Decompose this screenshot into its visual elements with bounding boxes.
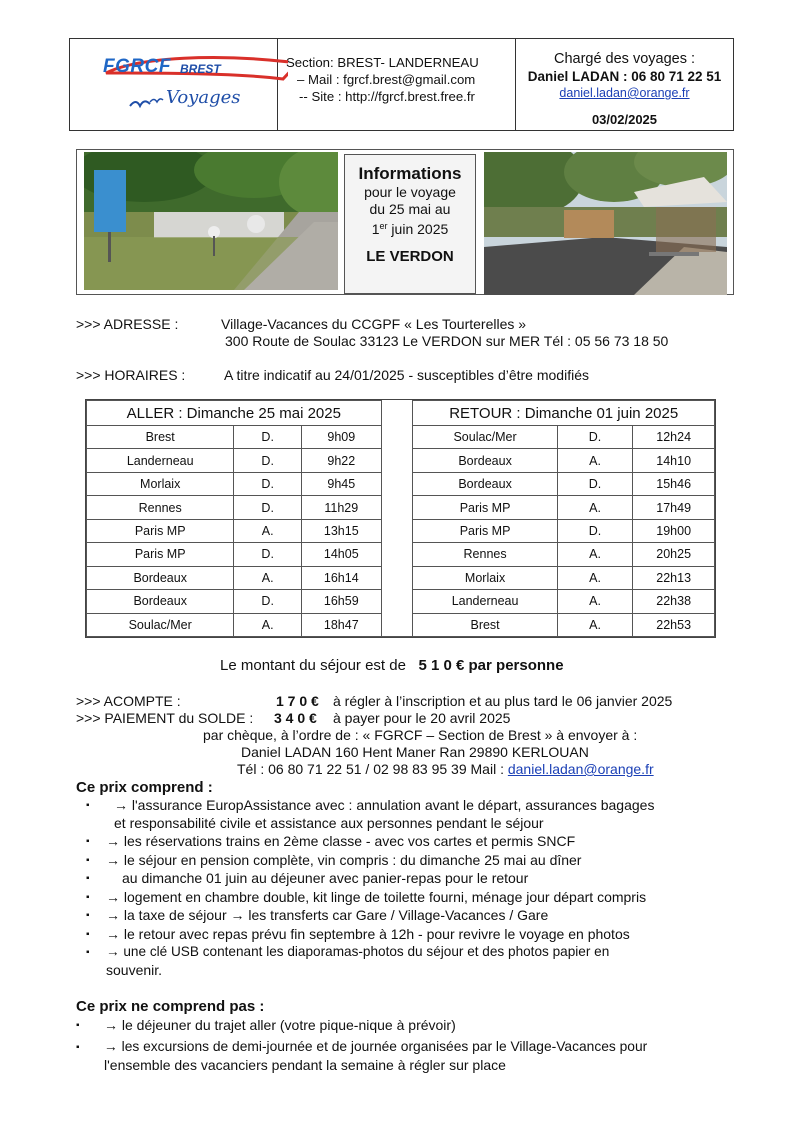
aller-time-cell: 9h45 <box>301 472 381 495</box>
price-text: Le montant du séjour est de <box>220 657 406 674</box>
aller-station-cell: Bordeaux <box>87 566 234 589</box>
balance-label: >>> PAIEMENT du SOLDE : <box>76 710 254 726</box>
retour-time-cell: 14h10 <box>633 449 715 472</box>
bullet: ▪ <box>86 836 90 847</box>
retour-arr-dep-cell: D. <box>557 519 633 542</box>
retour-arr-dep-cell: D. <box>557 426 633 449</box>
includes-title: Ce prix comprend : <box>76 779 213 796</box>
aller-arr-dep-cell: A. <box>234 566 302 589</box>
mail-address: Daniel LADAN 160 Hent Maner Ran 29890 KERLOUAN <box>241 744 589 760</box>
retour-time-cell: 20h25 <box>633 543 715 566</box>
retour-station-cell: Paris MP <box>413 496 557 519</box>
logo-voyages: Voyages <box>166 87 241 108</box>
table-spacer <box>381 590 413 613</box>
retour-station-cell: Soulac/Mer <box>413 426 557 449</box>
excludes-item: → les excursions de demi-journée et de journée organisées par le Village-Vacances pour <box>104 1039 648 1054</box>
retour-arr-dep-cell: A. <box>557 566 633 589</box>
bullet: ▪ <box>86 910 90 921</box>
timetable-row <box>87 496 715 519</box>
includes-item-cont: et responsabilité civile et assistance aux personnes pendant le séjour <box>114 815 544 831</box>
bullet: ▪ <box>76 1042 80 1053</box>
aller-station-cell: Bordeaux <box>87 590 234 613</box>
aller-time-cell: 9h09 <box>301 426 381 449</box>
table-spacer <box>381 401 413 426</box>
address-label: >>> ADRESSE : <box>76 316 179 332</box>
balance-amount: 3 4 0 € <box>274 710 317 726</box>
aller-arr-dep-cell: D. <box>234 426 302 449</box>
table-spacer <box>381 496 413 519</box>
section-name: Section: BREST- LANDERNEAU <box>286 55 479 70</box>
section-info <box>278 39 516 130</box>
aller-arr-dep-cell: D. <box>234 496 302 519</box>
contact-email-link[interactable]: daniel.ladan@orange.fr <box>559 86 690 100</box>
birds-icon <box>128 94 164 112</box>
payment-email-link[interactable]: daniel.ladan@orange.fr <box>507 761 654 777</box>
timetable-row <box>87 449 715 472</box>
retour-arr-dep-cell: A. <box>557 449 633 472</box>
timetable-row <box>87 613 715 637</box>
aller-time-cell: 9h22 <box>301 449 381 472</box>
section-site: -- Site : http://fgrcf.brest.free.fr <box>299 89 475 104</box>
aller-time-cell: 14h05 <box>301 543 381 566</box>
address-line-1: Village-Vacances du CCGPF « Les Tourterelles » <box>221 316 527 332</box>
aller-station-cell: Brest <box>87 426 234 449</box>
timetable-row <box>87 472 715 495</box>
table-spacer <box>381 519 413 542</box>
includes-item: → l'assurance EuropAssistance avec : annulation avant le départ, assurances bagages <box>114 797 655 813</box>
retour-time-cell: 22h38 <box>633 590 715 613</box>
aller-arr-dep-cell: D. <box>234 472 302 495</box>
deposit-amount: 1 7 0 € <box>276 693 319 709</box>
excludes-title: Ce prix ne comprend pas : <box>76 998 265 1015</box>
logo-text: FGRCF <box>103 56 171 77</box>
aller-arr-dep-cell: D. <box>234 449 302 472</box>
aller-time-cell: 16h59 <box>301 590 381 613</box>
includes-item: → la taxe de séjour → les transferts car Gare / Village-Vacances / Gare <box>106 907 549 923</box>
aller-time-cell: 11h29 <box>301 496 381 519</box>
retour-time-cell: 12h24 <box>633 426 715 449</box>
aller-arr-dep-cell: A. <box>234 519 302 542</box>
aller-header: ALLER : Dimanche 25 mai 2025 <box>87 401 382 426</box>
photo-strip <box>76 149 734 295</box>
aller-arr-dep-cell: D. <box>234 543 302 566</box>
retour-arr-dep-cell: A. <box>557 543 633 566</box>
aller-arr-dep-cell: D. <box>234 590 302 613</box>
table-spacer <box>381 449 413 472</box>
aller-time-cell: 18h47 <box>301 613 381 637</box>
excludes-item-cont: l'ensemble des vacanciers pendant la semaine à régler sur place <box>104 1057 506 1073</box>
timetable-row <box>87 590 715 613</box>
aller-station-cell: Landerneau <box>87 449 234 472</box>
aller-station-cell: Paris MP <box>87 543 234 566</box>
retour-arr-dep-cell: A. <box>557 590 633 613</box>
contact-info <box>516 39 733 130</box>
retour-station-cell: Bordeaux <box>413 449 557 472</box>
retour-station-cell: Landerneau <box>413 590 557 613</box>
retour-station-cell: Brest <box>413 613 557 637</box>
includes-item-cont: au dimanche 01 juin au déjeuner avec panier-repas pour le retour <box>122 870 529 886</box>
includes-item: → une clé USB contenant les diaporamas-photos du séjour et des photos papier en <box>106 944 610 959</box>
timetable-row <box>87 566 715 589</box>
document-date: 03/02/2025 <box>591 112 658 127</box>
timetable-row <box>87 519 715 542</box>
trip-info-box <box>344 154 476 294</box>
cheque-text: par chèque, à l’ordre de : « FGRCF – Section de Brest » à envoyer à : <box>203 727 638 743</box>
balance-text: à payer pour le 20 avril 2025 <box>333 710 511 726</box>
timetable-row <box>87 426 715 449</box>
retour-time-cell: 22h13 <box>633 566 715 589</box>
table-spacer <box>381 566 413 589</box>
table-spacer <box>381 426 413 449</box>
retour-time-cell: 17h49 <box>633 496 715 519</box>
bullet: ▪ <box>76 1020 80 1031</box>
retour-station-cell: Bordeaux <box>413 472 557 495</box>
includes-item: → les réservations trains en 2ème classe - avec vos cartes et permis SNCF <box>106 833 576 849</box>
hours-text: A titre indicatif au 24/01/2025 - susceptibles d’être modifiés <box>224 367 589 383</box>
includes-item: → logement en chambre double, kit linge de toilette fourni, ménage jour départ compris <box>106 889 647 905</box>
contact-title: Chargé des voyages : <box>553 51 696 67</box>
excludes-item: → le déjeuner du trajet aller (votre pique-nique à prévoir) <box>104 1017 456 1033</box>
table-spacer <box>381 543 413 566</box>
bullet: ▪ <box>86 929 90 940</box>
info-destination: LE VERDON <box>366 248 454 265</box>
bullet: ▪ <box>86 947 90 958</box>
village-entrance-photo <box>84 152 338 290</box>
aller-time-cell: 16h14 <box>301 566 381 589</box>
table-spacer <box>381 613 413 637</box>
bullet: ▪ <box>86 892 90 903</box>
deposit-text: à régler à l’inscription et au plus tard le 06 janvier 2025 <box>333 693 673 709</box>
aller-station-cell: Morlaix <box>87 472 234 495</box>
timetable <box>85 399 716 638</box>
retour-time-cell: 15h46 <box>633 472 715 495</box>
aller-time-cell: 13h15 <box>301 519 381 542</box>
timetable-row <box>87 543 715 566</box>
village-site-photo <box>484 152 727 295</box>
bullet: ▪ <box>86 855 90 866</box>
includes-item: → le retour avec repas prévu fin septembre à 12h - pour revivre le voyage en photos <box>106 926 630 942</box>
logo <box>70 39 278 130</box>
includes-item-cont: souvenir. <box>106 962 163 978</box>
aller-station-cell: Paris MP <box>87 519 234 542</box>
retour-time-cell: 22h53 <box>633 613 715 637</box>
deposit-label: >>> ACOMPTE : <box>76 693 181 709</box>
aller-arr-dep-cell: A. <box>234 613 302 637</box>
retour-arr-dep-cell: A. <box>557 496 633 519</box>
aller-station-cell: Rennes <box>87 496 234 519</box>
retour-arr-dep-cell: D. <box>557 472 633 495</box>
retour-time-cell: 19h00 <box>633 519 715 542</box>
includes-item: → le séjour en pension complète, vin compris : du dimanche 25 mai au dîner <box>106 852 582 868</box>
retour-station-cell: Rennes <box>413 543 557 566</box>
info-line-1: pour le voyage <box>364 184 456 200</box>
retour-station-cell: Paris MP <box>413 519 557 542</box>
address-line-2: 300 Route de Soulac 33123 Le VERDON sur MER Tél : 05 56 73 18 50 <box>225 333 669 349</box>
retour-header: RETOUR : Dimanche 01 juin 2025 <box>413 401 715 426</box>
contact-name: Daniel LADAN : 06 80 71 22 51 <box>527 69 722 84</box>
header-box <box>69 38 734 131</box>
retour-station-cell: Morlaix <box>413 566 557 589</box>
price-line <box>220 657 564 674</box>
retour-arr-dep-cell: A. <box>557 613 633 637</box>
table-spacer <box>381 472 413 495</box>
info-line-3: 1er juin 2025 <box>371 221 449 237</box>
info-title: Informations <box>358 164 462 183</box>
hours-label: >>> HORAIRES : <box>76 367 186 383</box>
bullet: ▪ <box>86 873 90 884</box>
section-mail: – Mail : fgrcf.brest@gmail.com <box>297 72 476 87</box>
contact-phone: Tél : 06 80 71 22 51 / 02 98 83 95 39 Mail : daniel.ladan@orange.fr <box>237 761 654 777</box>
info-line-2: du 25 mai au <box>369 201 451 217</box>
logo-city: BREST <box>180 62 221 76</box>
aller-station-cell: Soulac/Mer <box>87 613 234 637</box>
price-amount: 5 1 0 € par personne <box>418 657 564 674</box>
bullet: ▪ <box>86 800 90 811</box>
